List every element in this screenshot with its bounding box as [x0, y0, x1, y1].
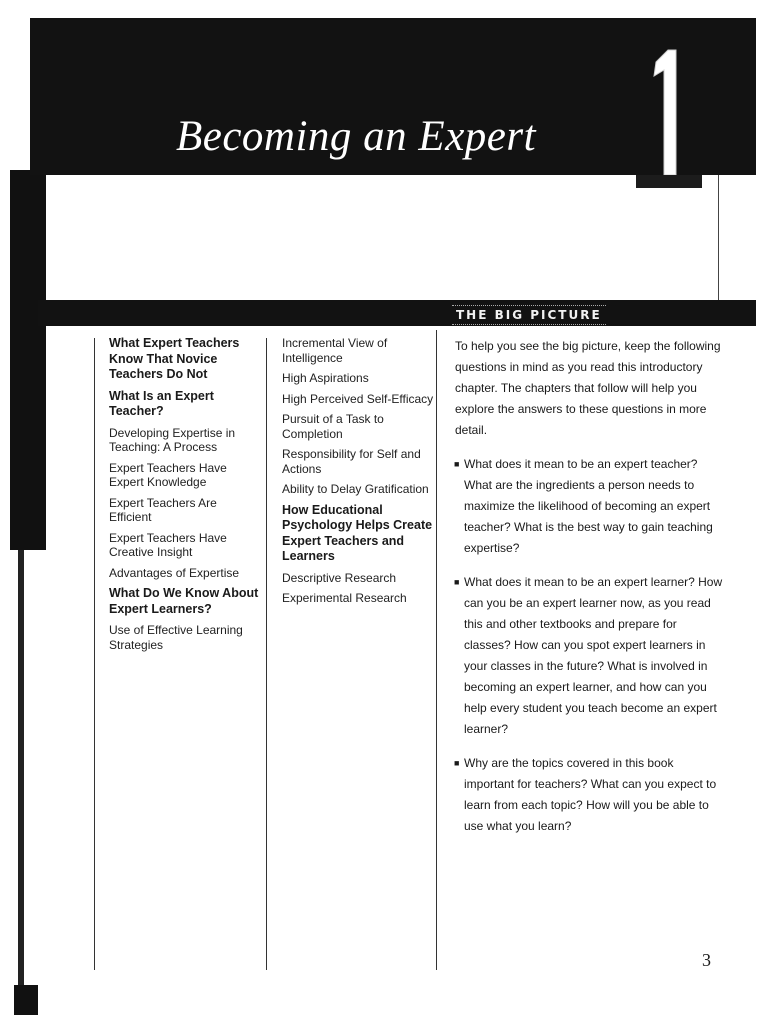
outline-subheading: Experimental Research — [282, 591, 407, 605]
big-picture-questions — [455, 454, 723, 837]
question-item — [455, 454, 723, 559]
outline-subheading: Use of Effective Learning Strategies — [109, 623, 243, 652]
column-rule — [94, 338, 95, 970]
outline-subheading: Expert Teachers Have Creative Insight — [109, 530, 227, 559]
section-bar — [38, 300, 756, 326]
outline-subheading: High Perceived Self-Efficacy — [282, 391, 434, 406]
outline-subheading: High Aspirations — [282, 371, 369, 385]
outline-heading: What Is an Expert Teacher? — [109, 388, 214, 418]
section-bar-label: THE BIG PICTURE — [452, 305, 606, 325]
outline-subheading: Pursuit of a Task to Completion — [282, 412, 384, 441]
outline-subheading: Developing Expertise in Teaching: A Process — [109, 425, 236, 454]
outline-heading: What Expert Teachers Know That Novice Teachers Do Not — [109, 336, 240, 381]
outline-subheading: Advantages of Expertise — [109, 565, 240, 580]
chapter-title: Becoming an Expert — [176, 113, 537, 160]
binding-foot — [14, 985, 38, 1015]
chapter-outline-middle — [282, 336, 434, 612]
outline-subheading: Ability to Delay Gratification — [282, 482, 429, 496]
bullet-square-icon: ■ — [454, 577, 460, 587]
chapter-intro-area — [46, 175, 719, 300]
outline-subheading: Expert Teachers Have Expert Knowledge — [109, 460, 227, 489]
column-rule — [266, 338, 267, 970]
outline-subheading: Descriptive Research — [282, 570, 397, 585]
column-rule — [436, 330, 437, 970]
binding-edge — [18, 550, 24, 1010]
question-text: What does it mean to be an expert learner? How can you be an expert learner now, as you read this and other textbooks and prepare for classes? How can you spot expert learners in your classes in the future? What is involved in becoming an expert learner, and how can you help every student you teach become an expert learner? — [464, 575, 723, 736]
question-text: Why are the topics covered in this book important for teachers? What can you expect to learn from each topic? How will you be able to use what you learn? — [464, 756, 717, 833]
binding-shadow — [10, 170, 46, 550]
bullet-square-icon: ■ — [454, 459, 460, 469]
outline-heading: How Educational Psychology Helps Create Expert Teachers and Learners — [282, 502, 433, 563]
question-item — [455, 572, 723, 740]
chapter-outline-left — [109, 336, 261, 658]
outline-subheading: Expert Teachers Are Efficient — [109, 495, 217, 524]
chapter-number-glyph — [628, 40, 708, 190]
question-item — [455, 753, 723, 837]
outline-heading: What Do We Know About Expert Learners? — [109, 586, 259, 616]
outline-subheading: Responsibility for Self and Actions — [282, 447, 421, 476]
page-number: 3 — [702, 950, 711, 970]
big-picture-intro: To help you see the big picture, keep the following questions in mind as you read this introductory chapter. The chapters that follow will help you explore the answers to these questions in more detail. — [455, 339, 721, 437]
big-picture-column — [455, 336, 723, 850]
outline-subheading: Incremental View of Intelligence — [282, 336, 388, 365]
bullet-square-icon: ■ — [454, 758, 460, 768]
question-text: What does it mean to be an expert teacher? What are the ingredients a person needs to maximize the likelihood of becoming an expert teacher? What is the best way to gain teaching expertise? — [464, 457, 713, 555]
chapter-number-graphic — [628, 40, 708, 190]
